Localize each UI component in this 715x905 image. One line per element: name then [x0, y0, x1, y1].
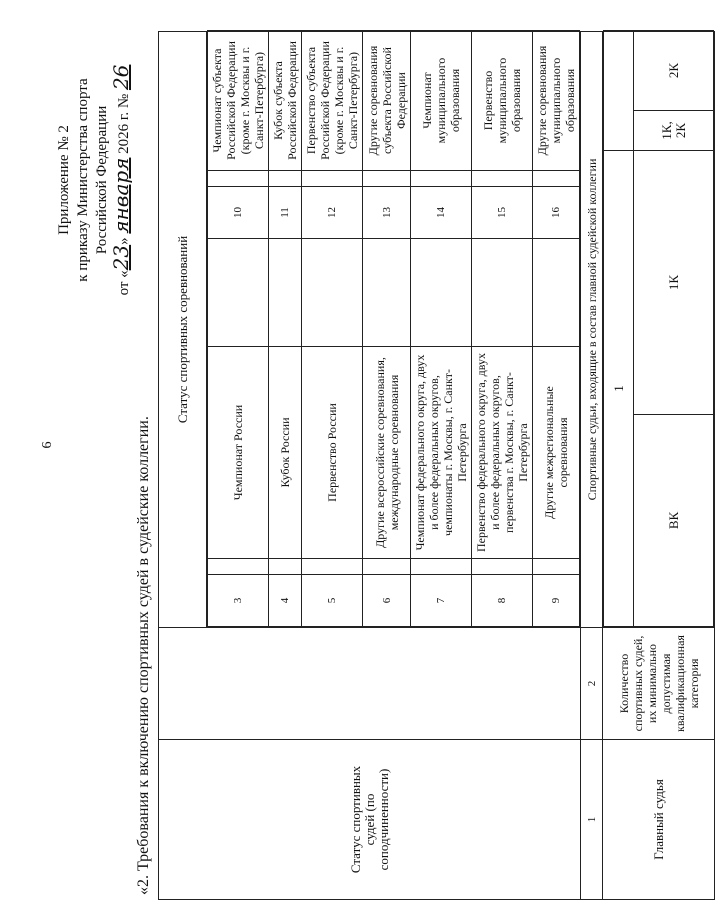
category-cols-7-12: 1К	[634, 151, 714, 415]
spacer-cell	[302, 559, 363, 575]
spacer-cell	[472, 171, 533, 187]
spacer-cell	[533, 171, 580, 187]
date-year: 2026	[116, 123, 132, 154]
category-col-13: 1К, 2К	[634, 111, 714, 151]
competition-number: 14	[411, 187, 472, 239]
appendix-date-line	[109, 15, 134, 345]
judges-requirements-table	[158, 31, 715, 900]
competition-number: 16	[533, 187, 580, 239]
competition-name: Кубок субъекта Российской Федерации	[269, 31, 302, 171]
spacer-cell	[363, 239, 411, 347]
competition-name: Первенство России	[302, 347, 363, 559]
number-prefix: г. №	[116, 93, 132, 121]
competition-name: Чемпионат России	[208, 347, 269, 559]
spacer-cell	[302, 239, 363, 347]
competition-number: 9	[533, 575, 580, 627]
competition-name: Кубок России	[269, 347, 302, 559]
spacer-cell	[269, 171, 302, 187]
spacer-cell	[363, 171, 411, 187]
appendix-block	[55, 15, 134, 345]
date-prefix: от «	[116, 270, 132, 296]
competition-name: Другие соревнования субъекта Российской Федерации	[363, 31, 411, 171]
competition-number: 4	[269, 575, 302, 627]
competition-name: Первенство субъекта Российской Федерации (кроме г. Москвы и г. Санкт-Петербурга)	[302, 31, 363, 171]
spacer-cell	[533, 239, 580, 347]
appendix-title: Приложение № 2	[56, 125, 72, 235]
date-mid: »	[116, 237, 132, 245]
header-blank	[159, 628, 581, 740]
row-role: Главный судья	[603, 740, 715, 900]
spacer-cell	[411, 171, 472, 187]
spacer-cell	[411, 559, 472, 575]
col-number-2: 2	[581, 628, 603, 740]
spacer-cell	[411, 239, 472, 347]
spacer-cell	[208, 559, 269, 575]
spacer-cell	[208, 239, 269, 347]
spacer-cell	[533, 559, 580, 575]
competition-name: Первенство муниципального образования	[472, 31, 533, 171]
judges-count: 1	[604, 151, 634, 627]
competition-name: Чемпионат муниципального образования	[411, 31, 472, 171]
header-judge-status: Статус спортивных судей (по соподчиненности)	[159, 740, 581, 900]
section-heading: «2. Требования к включению спортивных судей в судейские коллегии.	[135, 416, 152, 895]
handwritten-month: января	[109, 157, 133, 234]
competition-number: 6	[363, 575, 411, 627]
page-number: 6	[40, 441, 55, 449]
competition-number: 15	[472, 187, 533, 239]
section-title: Спортивные судьи, входящие в состав главной судейской коллегии	[581, 32, 603, 628]
handwritten-order-number: 26	[109, 64, 133, 91]
competition-number: 10	[208, 187, 269, 239]
competition-name: Чемпионат федерального округа, двух и более федеральных округов, чемпионаты г. Москвы, г. Санкт-Петербурга	[411, 347, 472, 559]
handwritten-day: 23	[109, 244, 133, 271]
competition-name: Чемпионат субъекта Российской Федерации (кроме г. Москвы и г. Санкт-Петербурга)	[208, 31, 269, 171]
row-description: Количество спортивных судей, их минимально допустимая квалификационная категория	[603, 628, 715, 740]
competition-number: 11	[269, 187, 302, 239]
competition-name: Другие межрегиональные соревнования	[533, 347, 580, 559]
appendix-ministry-line: Российской Федерации	[94, 105, 110, 255]
header-competition-status: Статус спортивных соревнований	[159, 32, 207, 628]
category-cols-3-6: ВК	[634, 415, 714, 627]
appendix-order-line: к приказу Министерства спорта	[75, 78, 91, 282]
spacer-cell	[269, 239, 302, 347]
col-number-1: 1	[581, 740, 603, 900]
spacer-cell	[472, 559, 533, 575]
competition-number: 13	[363, 187, 411, 239]
spacer-cell	[208, 171, 269, 187]
competition-number: 12	[302, 187, 363, 239]
spacer-cell	[472, 239, 533, 347]
competition-name: Первенство федерального округа, двух и более федеральных округов, первенства г. Москвы, г. Санкт-Петербурга	[472, 347, 533, 559]
spacer-cell	[302, 171, 363, 187]
competition-number: 5	[302, 575, 363, 627]
spacer-cell	[269, 559, 302, 575]
competition-number: 3	[208, 575, 269, 627]
count-blank	[604, 31, 634, 151]
values-cell	[603, 32, 715, 628]
competitions-cell	[207, 32, 581, 628]
competition-number: 7	[411, 575, 472, 627]
spacer-cell	[363, 559, 411, 575]
competition-name: Другие соревнования муниципального образования	[533, 31, 580, 171]
competition-number: 8	[472, 575, 533, 627]
category-cols-14-16: 2К	[634, 31, 714, 111]
competition-name: Другие всероссийские соревнования, международные соревнования	[363, 347, 411, 559]
